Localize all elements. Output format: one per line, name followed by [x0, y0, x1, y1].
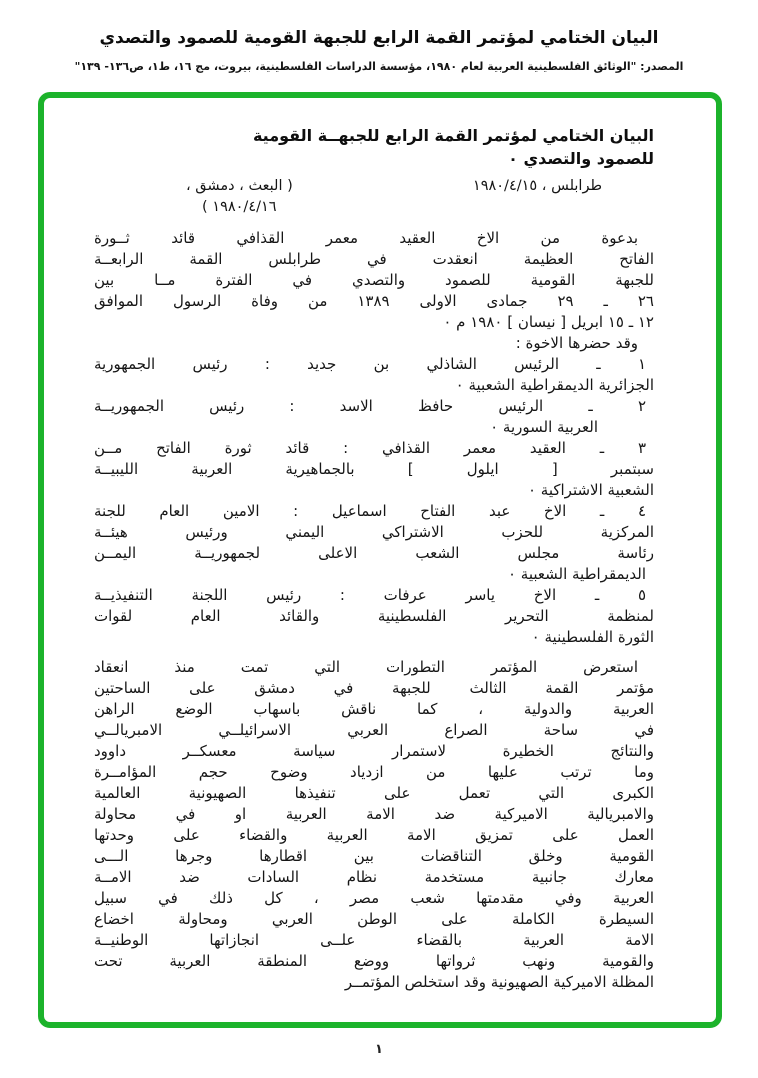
- opening-paragraph: [94, 228, 654, 333]
- page-number: ١: [375, 1042, 383, 1057]
- text-line: الديمقراطية الشعبية ٠: [507, 565, 646, 583]
- text-line: العمل على تمزيق الامة العربية والقضاء على وحدتها: [94, 826, 654, 844]
- review-paragraph: [94, 657, 654, 993]
- newspaper-citation-line2: ١٩٨٠/٤/١٦ ): [202, 199, 277, 215]
- text-line: وما ترتب عليها من ازدياد وضوح حجم المؤامــرة: [94, 763, 654, 781]
- text-line: والامبريالية الاميركية ضد الامة العربية او في محاولة: [94, 805, 654, 823]
- text-line: ١ ـ الرئيس الشاذلي بن جديد : رئيس الجمهورية: [94, 355, 646, 373]
- document-frame: [38, 92, 722, 1028]
- dateline-row: [94, 176, 654, 197]
- source-citation: المصدر: "الوثائق الفلسطينية العربية لعام ١٩٨٠، مؤسسة الدراسات الفلسطينية، بيروت، مج ١٦، ط١، ص١٣٦- ١٣٩": [74, 60, 684, 73]
- text-line: العربية والدولية ، كما ناقش باسهاب الوضع الراهن: [94, 700, 654, 718]
- text-line: للجبهة القومية للصمود والتصدي في الفترة مــا بين: [94, 271, 654, 289]
- text-line: مؤتمر القمة الثالث للجبهة في دمشق على الساحتين: [94, 679, 654, 697]
- text-line: الكبرى التي تعمل على تنفيذها الصهيونية العالمية: [94, 784, 654, 802]
- text-line: لمنظمة التحرير الفلسطينية والقائد العام لقوات: [94, 607, 654, 625]
- text-line: ٢٦ ـ ٢٩ جمادى الاولى ١٣٨٩ من وفاة الرسول الموافق: [94, 292, 654, 310]
- list-item-5: [94, 585, 654, 648]
- text-line: رئاسة مجلس الشعب الاعلى لجمهوريــة اليمــن: [94, 544, 654, 562]
- text-line: الفاتح العظيمة انعقدت في طرابلس القمة الرابعــة: [94, 250, 654, 268]
- doc-title: [94, 124, 654, 170]
- text-line: ١٢ ـ ١٥ ابريل [ نيسان ] ١٩٨٠ م ٠: [443, 313, 654, 331]
- text-line: استعرض المؤتمر التطورات التي تمت منذ انعقاد: [94, 658, 638, 676]
- text-line: المظلة الاميركية الصهيونية وقد استخلص المؤتمــر: [344, 973, 654, 991]
- attendees-intro: [94, 333, 654, 354]
- text-line: الشعبية الاشتراكية ٠: [527, 481, 654, 499]
- doc-title-line-1: البيان الختامي لمؤتمر القمة الرابع للجبهــة القومية: [252, 126, 654, 145]
- list-item-4: [94, 501, 654, 585]
- text-line: بدعوة من الاخ العقيد معمر القذافي قائد ثــورة: [94, 229, 638, 247]
- text-line: الامة العربية بالقضاء علــى انجازاتها الوطنيــة: [94, 931, 654, 949]
- text-line: والنتائج الخطيرة لاستمرار سياسة معسكــر داوود: [94, 742, 654, 760]
- list-item-3: [94, 438, 654, 501]
- text-line: معارك جانبية مستخدمة نظام السادات ضد الامــة: [94, 868, 654, 886]
- text-line: في ساحة الصراع العربي الاسرائيلــي الامبريالــي: [94, 721, 654, 739]
- text-line: العربية السورية ٠: [490, 418, 598, 436]
- place-date: طرابلس ، ١٩٨٠/٤/١٥: [472, 178, 602, 194]
- text-line: ٣ ـ العقيد معمر القذافي : قائد ثورة الفاتح مــن: [94, 439, 646, 457]
- text-line: العربية وفي مقدمتها شعب مصر ، كل ذلك في سبيل: [94, 889, 654, 907]
- text-line: السيطرة الكاملة على الوطن العربي ومحاولة اخضاع: [94, 910, 654, 928]
- text-line: المركزية للحزب الاشتراكي اليمني ورئيس هيئــة: [94, 523, 654, 541]
- doc-title-line-2: للصمود والتصدي ٠: [508, 149, 654, 168]
- newspaper-citation-line1: ( البعث ، دمشق ،: [186, 178, 293, 194]
- text-line: سبتمبر [ ايلول ] بالجماهيرية العربية الليبيــة: [94, 460, 654, 478]
- text-line: ٥ ـ الاخ ياسر عرفات : رئيس اللجنة التنفيذيــة: [94, 586, 646, 604]
- text-line: ٢ ـ الرئيس حافظ الاسد : رئيس الجمهوريــة: [94, 397, 646, 415]
- text-line: الثورة الفلسطينية ٠: [531, 628, 654, 646]
- text-line: وقد حضرها الاخوة :: [515, 334, 638, 352]
- list-item-1: [94, 354, 654, 396]
- text-line: القومية وخلق التناقضات بين اقطارها وجرها الـــى: [94, 847, 654, 865]
- text-line: ٤ ـ الاخ عبد الفتاح اسماعيل : الامين العام للجنة: [94, 502, 646, 520]
- doc-body: [94, 228, 654, 993]
- newspaper-citation-line2-row: [94, 197, 654, 218]
- list-item-2: [94, 396, 654, 438]
- page-title: البيان الختامي لمؤتمر القمة الرابع للجبهة القومية للصمود والتصدي: [99, 28, 659, 48]
- text-line: الجزائرية الديمقراطية الشعبية ٠: [455, 376, 654, 394]
- text-line: والقومية ونهب ثرواتها ووضع المنطقة العربية تحت: [94, 952, 654, 970]
